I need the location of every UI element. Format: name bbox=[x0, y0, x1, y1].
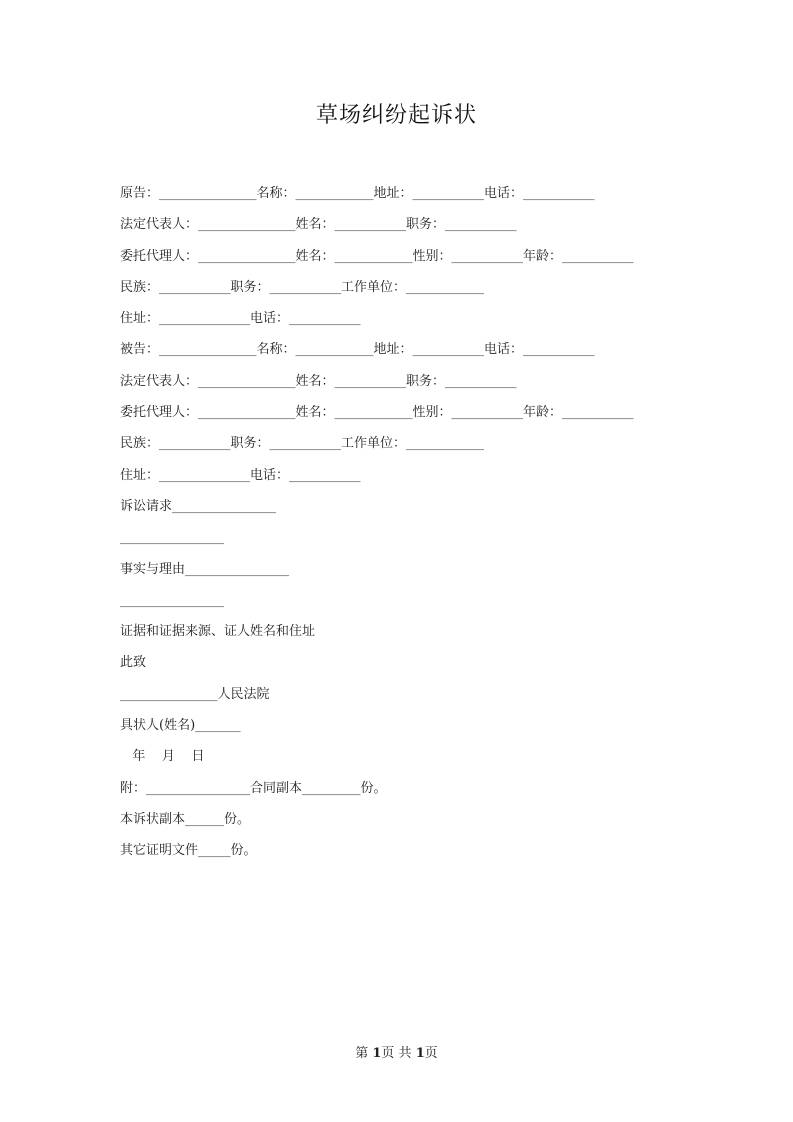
plaintiff-agent-line: 委托代理人：_______________姓名：____________性别：___________年龄：___________ bbox=[120, 248, 634, 264]
other-docs-line: 其它证明文件_____份。 bbox=[120, 843, 257, 859]
defendant-legal-rep-line: 法定代表人：_______________姓名：___________职务：___________ bbox=[120, 373, 517, 389]
court-line: _______________人民法院 bbox=[120, 686, 270, 702]
salutation-line: 此致 bbox=[120, 655, 147, 671]
footer-page-number: 1 bbox=[372, 1046, 382, 1061]
claims-line: 诉讼请求________________ bbox=[120, 498, 277, 514]
facts-line: 事实与理由________________ bbox=[120, 561, 290, 577]
plaintiff-legal-rep-line: 法定代表人：_______________姓名：___________职务：___________ bbox=[120, 217, 517, 233]
attachment-line: 附：________________合同副本_________份。 bbox=[120, 780, 387, 796]
date-line: 年 月 日 bbox=[120, 749, 205, 765]
defendant-ethnicity-line: 民族：___________职务：___________工作单位：____________ bbox=[120, 436, 485, 452]
defendant-agent-line: 委托代理人：_______________姓名：____________性别：___________年龄：___________ bbox=[120, 405, 634, 421]
footer-page-word: 页 共 bbox=[381, 1046, 416, 1061]
defendant-address-line: 住址：______________电话：___________ bbox=[120, 467, 361, 483]
claims-blank-line: ________________ bbox=[120, 530, 224, 546]
document-title: 草场纠纷起诉状 bbox=[315, 103, 477, 128]
evidence-line: 证据和证据来源、证人姓名和住址 bbox=[120, 624, 316, 640]
plaintiff-ethnicity-line: 民族：___________职务：___________工作单位：____________ bbox=[120, 279, 485, 295]
facts-blank-line: ________________ bbox=[120, 592, 224, 608]
defendant-line: 被告：_______________名称：____________地址：___________电话：___________ bbox=[120, 342, 595, 358]
document-body bbox=[120, 183, 720, 872]
signer-line: 具状人(姓名)_______ bbox=[120, 718, 241, 734]
plaintiff-line: 原告：_______________名称：____________地址：___________电话：___________ bbox=[120, 186, 595, 201]
footer-total-pages: 1 bbox=[415, 1046, 425, 1061]
plaintiff-address-line: 住址：______________电话：___________ bbox=[120, 311, 361, 327]
footer-suffix: 页 bbox=[424, 1046, 438, 1061]
copy-count-line: 本诉状副本______份。 bbox=[120, 811, 251, 827]
page-footer bbox=[0, 1042, 793, 1061]
footer-prefix: 第 bbox=[355, 1046, 373, 1061]
